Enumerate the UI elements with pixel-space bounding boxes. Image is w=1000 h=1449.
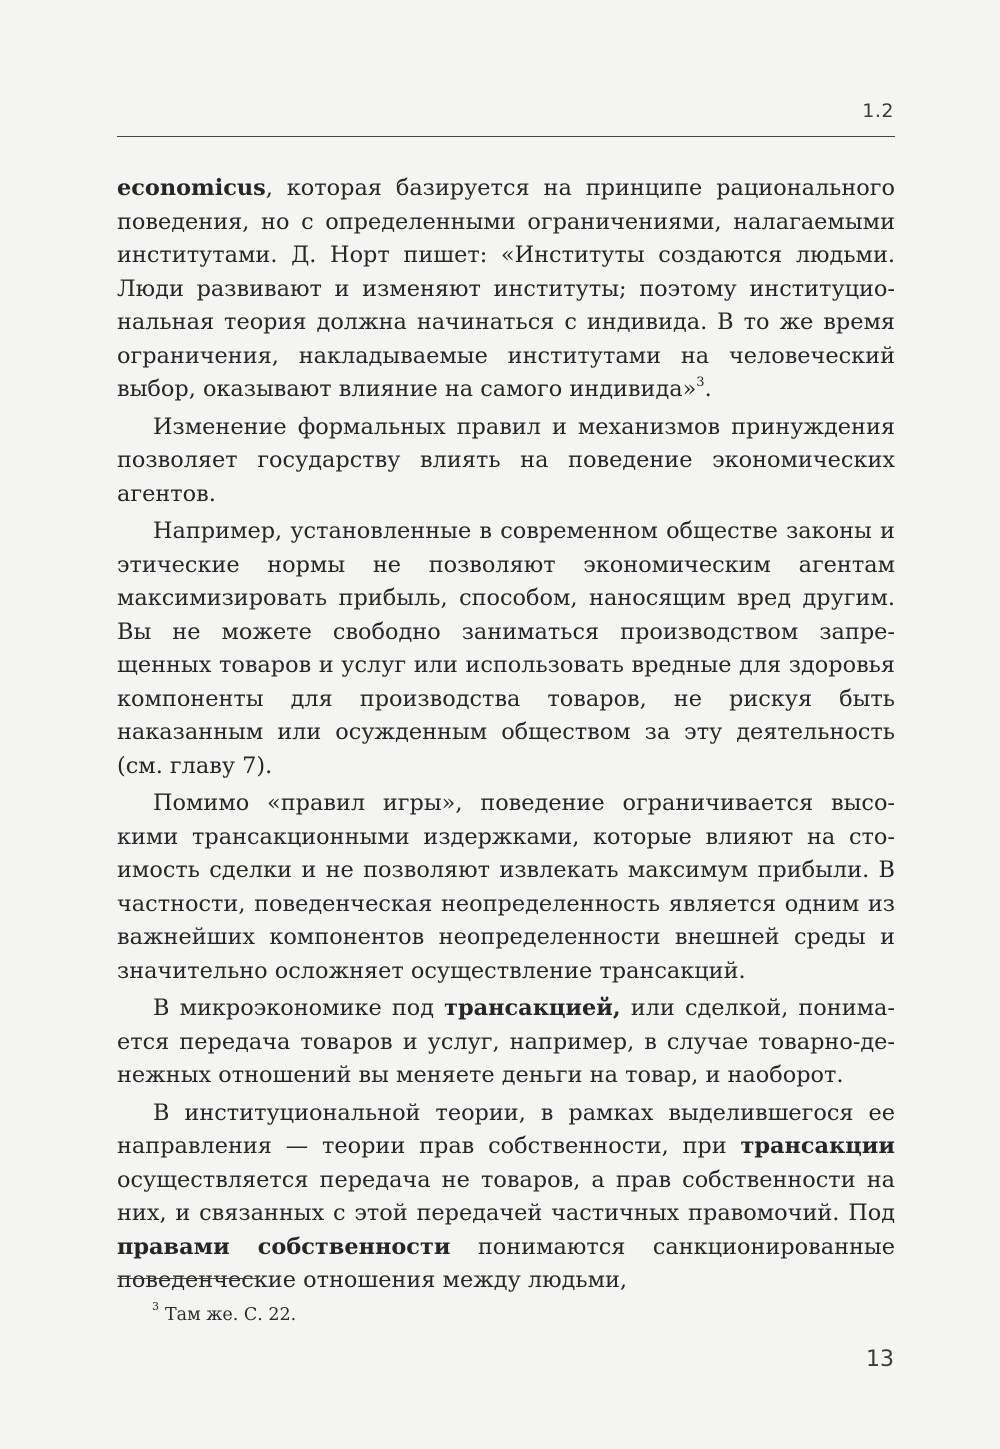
paragraph-6 [117, 1097, 895, 1298]
footnote-ref[interactable]: 3 [696, 374, 705, 390]
footnote-rule [117, 1278, 257, 1279]
bold-term-transaction: трансакцией, [444, 995, 621, 1021]
footnote [152, 1299, 297, 1325]
bold-term-economicus: economicus [117, 175, 266, 201]
bold-term-property-rights: правами собственности [117, 1233, 451, 1260]
bold-term-transaction-2: трансакции [740, 1133, 895, 1159]
paragraph-1-text: , которая базируется на принципе рационального поведения, но с определенными ограничениями, налагаемыми институтами. Д. Норт пишет: «Институты создаются людьми. Люди развивают и изменяют институты; поэтому институциональная теория должна начинаться с индивида. В то же время ограничения, накладываемые институтами на человеческий выбор, оказывают влияние на самого индивида» [117, 175, 895, 402]
paragraph-3: Например, установленные в современном обществе законы и этические нормы не позволяют экономическим агентам максимизировать прибыль, способом, наносящим вред другим. Вы не можете свободно заниматься производством запрещенных товаров и услуг или использовать вредные для здоровья компоненты для производства товаров, не рискуя быть наказанным или осужденным обществом за эту деятельность (см. главу 7). [117, 518, 895, 779]
paragraph-1-end: . [704, 376, 712, 402]
paragraph-2: Изменение формальных правил и механизмов принуждения позволяет государству влиять на поведение экономических агентов. [117, 413, 895, 507]
footnote-number: 3 [152, 1299, 159, 1313]
paragraph-4: Помимо «правил игры», поведение ограничивается высокими трансакционными издержками, которые влияют на стоимость сделки и не позволяют извлекать максимум прибыли. В частности, поведенческая неопределенность является одним из важнейших компонентов неопределенности внешней среды и значительно осложняет осуществление трансакций. [117, 790, 895, 984]
paragraph-5-text-after: или сделкой, понимается передача товаров и услуг, например, в случае товарно-денежных отношений вы меняете деньги на товар, и наоборот. [117, 995, 895, 1088]
footnote-text: Там же. С. 22. [165, 1304, 297, 1325]
paragraph-5 [117, 992, 895, 1093]
paragraph-1 [117, 172, 895, 407]
section-number: 1.2 [862, 100, 894, 122]
page-number: 13 [866, 1347, 894, 1372]
paragraph-5-text-before: В микроэкономике под [153, 995, 445, 1021]
paragraph-6-text-after: понимаются санкционированные поведенческие отношения между людьми, [117, 1233, 895, 1293]
body-text [117, 172, 895, 1298]
paragraph-6-text-middle: осуществляется передача не товаров, а прав собственности на них, и связанных с этой передачей частичных правомочий. Под [117, 1166, 895, 1226]
header-rule [117, 136, 895, 137]
paragraph-6-text-before: В институциональной теории, в рамках выделившегося ее направления — теории прав собственности, при [117, 1099, 895, 1159]
